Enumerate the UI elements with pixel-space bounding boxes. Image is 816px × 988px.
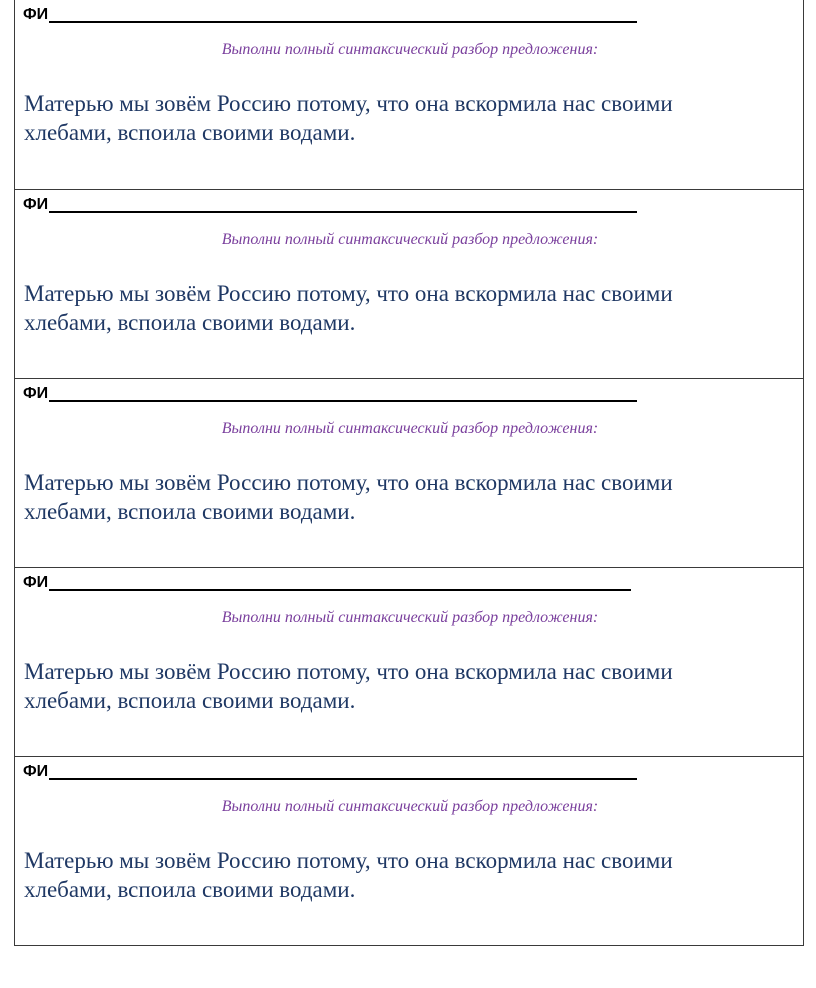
task-instruction: Выполни полный синтаксический разбор предложения:	[221, 609, 599, 626]
task-sentence	[24, 279, 754, 337]
sentence-line-1: Матерью мы зовём Россию потому, что она вскормила нас своими	[24, 91, 673, 116]
name-fill-line[interactable]	[49, 400, 637, 402]
task-sentence	[24, 657, 754, 715]
name-field-row	[23, 761, 637, 781]
name-fill-line[interactable]	[49, 589, 631, 591]
name-field-row	[23, 572, 631, 592]
sentence-line-2: хлебами, вспоила своими водами.	[24, 310, 356, 335]
task-instruction: Выполни полный синтаксический разбор предложения:	[221, 231, 599, 248]
sentence-line-1: Матерью мы зовём Россию потому, что она вскормила нас своими	[24, 281, 673, 306]
task-sentence	[24, 846, 754, 904]
name-field-row	[23, 383, 637, 403]
worksheet-table	[14, 0, 804, 946]
name-fill-line[interactable]	[49, 21, 637, 23]
name-label: ФИ	[23, 196, 49, 213]
task-sentence	[24, 89, 754, 147]
worksheet-card	[15, 189, 803, 378]
sentence-line-1: Матерью мы зовём Россию потому, что она вскормила нас своими	[24, 848, 673, 873]
worksheet-card	[15, 378, 803, 567]
name-field-row	[23, 194, 637, 214]
task-instruction: Выполни полный синтаксический разбор предложения:	[221, 420, 599, 437]
sentence-line-2: хлебами, вспоила своими водами.	[24, 877, 356, 902]
task-instruction: Выполни полный синтаксический разбор предложения:	[221, 41, 599, 58]
sentence-line-1: Матерью мы зовём Россию потому, что она вскормила нас своими	[24, 470, 673, 495]
worksheet-card	[15, 0, 803, 189]
sentence-line-2: хлебами, вспоила своими водами.	[24, 688, 356, 713]
name-fill-line[interactable]	[49, 778, 637, 780]
task-sentence	[24, 468, 754, 526]
task-instruction: Выполни полный синтаксический разбор предложения:	[221, 798, 599, 815]
name-label: ФИ	[23, 763, 49, 780]
name-label: ФИ	[23, 385, 49, 402]
name-label: ФИ	[23, 574, 49, 591]
worksheet-card	[15, 756, 803, 945]
worksheet-card	[15, 567, 803, 756]
sentence-line-1: Матерью мы зовём Россию потому, что она вскормила нас своими	[24, 659, 673, 684]
name-label: ФИ	[23, 6, 49, 23]
name-field-row	[23, 4, 637, 24]
sentence-line-2: хлебами, вспоила своими водами.	[24, 499, 356, 524]
name-fill-line[interactable]	[49, 211, 637, 213]
sentence-line-2: хлебами, вспоила своими водами.	[24, 120, 356, 145]
